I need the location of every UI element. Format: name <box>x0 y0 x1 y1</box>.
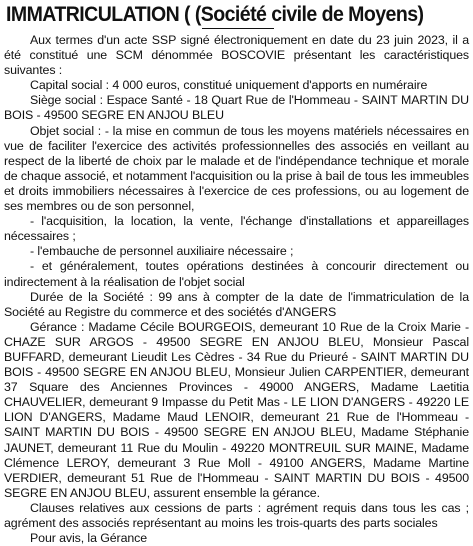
paragraph-duree: Durée de la Société : 99 ans à compter de la date de l'immatriculation de la Société au Registre du commerce et des sociétés d'ANGERS <box>4 289 469 319</box>
notice-body <box>4 33 469 546</box>
paragraph-gerance: Gérance : Madame Cécile BOURGEOIS, demeurant 10 Rue de la Croix Marie - CHAZE SUR ARGOS - 49500 SEGRE EN ANJOU BLEU, Monsieur Pascal BUFFARD, demeurant Lieudit Les Cèdres - 34 Rue du Prieuré - SAINT MARTIN DU BOIS - 49500 SEGRE EN ANJOU BLEU, Monsieur Julien CARPENTIER, demeurant 37 Square des Anciennes Provinces - 49000 ANGERS, Madame Laetitia CHAUVELIER, demeurant 9 Impasse du Petit Mas - LE LION D'ANGERS - 49220 LE LION D'ANGERS, Madame Maud LENOIR, demeurant 21 Rue de l'Hommeau - SAINT MARTIN DU BOIS - 49500 SEGRE EN ANJOU BLEU, Madame Stéphanie JAUNET, demeurant 11 Rue du Moulin - 49220 MONTREUIL SUR MAINE, Madame Clémence LEROY, demeurant 3 Rue Moll - 49100 ANGERS, Madame Martine VERDIER, demeurant 51 Rue de l'Hommeau - SAINT MARTIN DU BOIS - 49500 SEGRE EN ANJOU BLEU, assurent ensemble la gérance. <box>4 319 469 500</box>
title-underline <box>202 28 274 29</box>
paragraph-objet-item: - l'acquisition, la location, la vente, l'échange d'installations et appareillages nécessaires ; <box>4 214 469 244</box>
paragraph-objet: Objet social : - la mise en commun de tous les moyens matériels nécessaires en vue de faciliter l'exercice des activités professionnelles des associés en veillant au respect de la liberté de choix par le malade et de l'indépendance technique et morale de chaque associé, et notamment l'acquisition ou la prise à bail de tous les immeubles et droits immobiliers nécessaires à l'exercice de ces professions, ou au logement de ses membres ou de son personnel, <box>4 123 469 214</box>
paragraph-intro: Aux termes d'un acte SSP signé électroniquement en date du 23 juin 2023, il a été constitué une SCM dénommée BOSCOVIE présentant les caractéristiques suivantes : <box>4 33 469 78</box>
paragraph-signature: Pour avis, la Gérance <box>30 531 148 546</box>
paragraph-clauses: Clauses relatives aux cessions de parts : agrément requis dans tous les cas ; agrément des associés représentant au moins les trois-quarts des parts sociales <box>4 500 469 530</box>
paragraph-objet-item: - et généralement, toutes opérations destinées à concourir directement ou indirectement à la réalisation de l'objet social <box>4 259 469 289</box>
paragraph-objet-item: - l'embauche de personnel auxiliaire nécessaire ; <box>30 244 294 259</box>
paragraph-capital: Capital social : 4 000 euros, constitué uniquement d'apports en numéraire <box>30 78 428 93</box>
notice-title: IMMATRICULATION ( (Société civile de Moyens) <box>6 3 424 26</box>
paragraph-siege: Siège social : Espace Santé - 18 Quart Rue de l'Hommeau - SAINT MARTIN DU BOIS - 49500 SEGRE EN ANJOU BLEU <box>4 93 469 123</box>
